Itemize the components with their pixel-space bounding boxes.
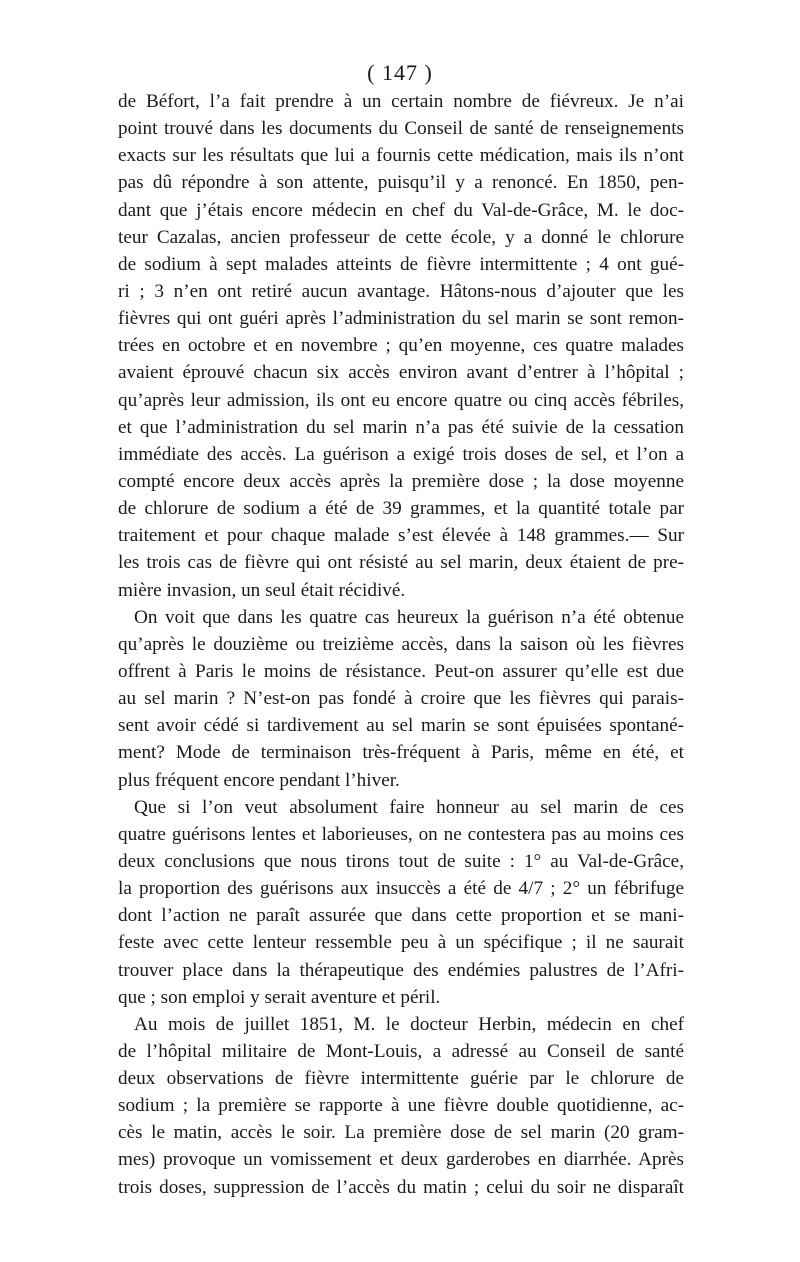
text-line: pas dû répondre à son attente, puisqu’il y a renoncé. En 1850, pen-	[118, 172, 684, 194]
text-line: qu’après leur admission, ils ont eu encore quatre ou cinq accès fébriles,	[118, 389, 684, 411]
text-line: deux observations de fièvre intermittente guérie par le chlorure de	[118, 1068, 684, 1090]
text-line: trouver place dans la thérapeutique des endémies palustres de l’Afri-	[118, 959, 684, 981]
text-line: ri ; 3 n’en ont retiré aucun avantage. Hâtons-nous d’ajouter que les	[118, 280, 684, 302]
text-line: fièvres qui ont guéri après l’administration du sel marin se sont remon-	[118, 308, 684, 330]
text-line: de l’hôpital militaire de Mont-Louis, a adressé au Conseil de santé	[118, 1040, 684, 1062]
text-line: de sodium à sept malades atteints de fièvre intermittente ; 4 ont gué-	[118, 253, 684, 275]
text-line: Au mois de juillet 1851, M. le docteur Herbin, médecin en chef	[134, 1013, 684, 1035]
page-number: ( 147 )	[367, 60, 433, 85]
text-line: sent avoir cédé si tardivement au sel marin se sont épuisées spontané-	[118, 715, 684, 737]
text-line: dont l’action ne paraît assurée que dans cette proportion et se mani-	[118, 905, 684, 927]
body-text	[118, 88, 684, 1201]
text-line: les trois cas de fièvre qui ont résisté au sel marin, deux étaient de pre-	[118, 552, 684, 574]
text-line: qu’après le douzième ou treizième accès, dans la saison où les fièvres	[118, 633, 684, 655]
text-line: compté encore deux accès après la première dose ; la dose moyenne	[118, 470, 684, 492]
text-line: que ; son emploi y serait aventure et péril.	[118, 986, 441, 1008]
text-line: avaient éprouvé chacun six accès environ avant d’entrer à l’hôpital ;	[118, 362, 684, 384]
text-line: et que l’administration du sel marin n’a pas été suivie de la cessation	[118, 416, 684, 438]
text-line: la proportion des guérisons aux insuccès a été de 4/7 ; 2° un fébrifuge	[118, 878, 684, 900]
text-line: au sel marin ? N’est-on pas fondé à croire que les fièvres qui parais-	[118, 688, 684, 710]
text-line: mes) provoque un vomissement et deux garderobes en diarrhée. Après	[118, 1149, 684, 1171]
text-line: de Béfort, l’a fait prendre à un certain nombre de fiévreux. Je n’ai	[118, 91, 684, 112]
text-line: deux conclusions que nous tirons tout de suite : 1° au Val-de-Grâce,	[118, 850, 684, 872]
text-line: feste avec cette lenteur ressemble peu à un spécifique ; il ne saurait	[118, 932, 684, 954]
text-line: teur Cazalas, ancien professeur de cette école, y a donné le chlorure	[118, 226, 684, 248]
text-line: mière invasion, un seul était récidivé.	[118, 579, 406, 601]
text-line: immédiate des accès. La guérison a exigé trois doses de sel, et l’on a	[118, 443, 684, 465]
text-line: trois doses, suppression de l’accès du matin ; celui du soir ne disparaît	[118, 1176, 684, 1198]
text-line: dant que j’étais encore médecin en chef du Val-de-Grâce, M. le doc-	[118, 199, 684, 221]
text-line: Que si l’on veut absolument faire honneur au sel marin de ces	[134, 796, 684, 818]
text-line: On voit que dans les quatre cas heureux la guérison n’a été obtenue	[134, 606, 684, 628]
text-line: traitement et pour chaque malade s’est élevée à 148 grammes.— Sur	[118, 525, 684, 547]
text-line: trées en octobre et en novembre ; qu’en moyenne, ces quatre malades	[118, 335, 684, 357]
text-line: de chlorure de sodium a été de 39 grammes, et la quantité totale par	[118, 498, 684, 520]
text-line: cès le matin, accès le soir. La première dose de sel marin (20 gram-	[118, 1122, 684, 1144]
text-line: exacts sur les résultats que lui a fournis cette médication, mais ils n’ont	[118, 145, 684, 167]
text-line: ment? Mode de terminaison très-fréquent à Paris, même en été, et	[118, 742, 684, 764]
text-line: plus fréquent encore pendant l’hiver.	[118, 769, 400, 791]
text-line: point trouvé dans les documents du Conseil de santé de renseignements	[118, 118, 684, 140]
text-line: sodium ; la première se rapporte à une fièvre double quotidienne, ac-	[118, 1095, 684, 1117]
text-line: offrent à Paris le moins de résistance. Peut-on assurer qu’elle est due	[118, 660, 684, 682]
text-line: quatre guérisons lentes et laborieuses, on ne contestera pas au moins ces	[118, 823, 684, 845]
